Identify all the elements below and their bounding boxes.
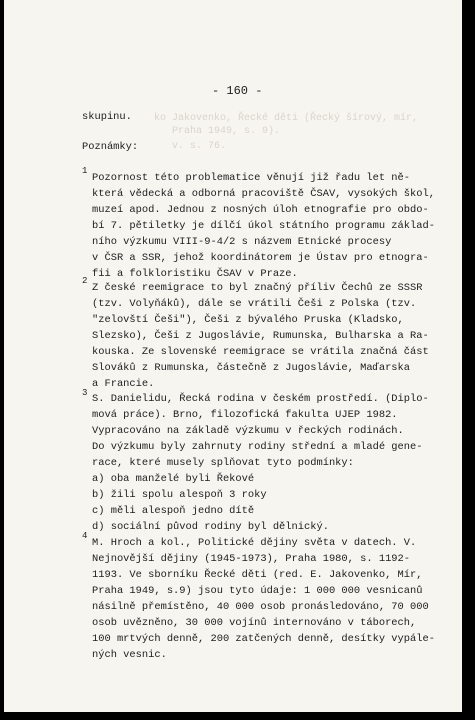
page-number: - 160 - (212, 84, 263, 98)
footnote-line: b) žili spolu alespoň 3 roky (92, 489, 267, 501)
footnote-line: d) sociální původ rodiny byl dělnický. (92, 521, 329, 533)
opening-word: skupinu. (82, 111, 132, 123)
footnote-line: kouska. Ze slovenské reemigrace se vrátila značná část (92, 346, 429, 358)
footnote-line: Vypracováno na základě výzkumu v řeckých rodinách. (92, 425, 404, 437)
footnote-line: která vědecká a odborná pracoviště ČSAV, vysokých škol, (92, 188, 435, 200)
footnote-line: fii a folkloristiku ČSAV v Praze. (92, 268, 298, 280)
footnote-line: násilně přemístěno, 40 000 osob pronásledováno, 70 000 (92, 601, 429, 613)
footnote-line: ných vesnic. (92, 649, 167, 661)
footnote-line: Pozornost této problematice věnují již řadu let ně- (92, 172, 411, 184)
footnote-line: mová práce). Brno, filozofická fakulta UJEP 1982. (92, 409, 398, 421)
footnote-line: M. Hroch a kol., Politické dějiny světa v datech. V. (92, 537, 417, 549)
notes-heading: Poznámky: (82, 141, 139, 153)
footnote-line: ního výzkumu VIII-9-4/2 s názvem Etnické procesy (92, 236, 392, 248)
footnote-line: Do výzkumu byly zahrnuty rodiny střední a mladé gene- (92, 441, 423, 453)
footnote-marker: 3 (82, 388, 88, 398)
footnote-line: S. Danielidu, Řecká rodina v českém prostředí. (Diplo- (92, 393, 429, 405)
footnote-marker: 4 (82, 531, 88, 541)
footnote-line: Nejnovější dějiny (1945-1973), Praha 1980, s. 1192- (92, 553, 411, 565)
footnote-line: Slezsko), Češi z Jugoslávie, Rumunska, Bulharska a Ra- (92, 330, 429, 342)
footnote-line: "zelovští Češi"), Češi z bývalého Pruska (Kladsko, (92, 314, 404, 326)
footnote-marker: 2 (82, 276, 88, 286)
footnote-line: a) oba manželé byli Řekové (92, 473, 255, 485)
footnote-line: 100 mrtvých denně, 200 zatčených denně, desítky vypále- (92, 633, 435, 645)
footnote-marker: 1 (82, 166, 88, 176)
footnote-line: c) měli alespoň jedno dítě (92, 505, 255, 517)
footnote-line: 1193. Ve sborníku Řecké děti (red. E. Jakovenko, Mír, (92, 569, 423, 581)
footnote-line: osob uvězněno, 30 000 vojínů internováno v táborech, (92, 617, 417, 629)
scan-border (462, 0, 475, 720)
footnote-line: race, které musely splňovat tyto podmínky: (92, 457, 354, 469)
footnote-line: (tzv. Volyňáků), dále se vrátili Češi z Polska (tzv. (92, 298, 417, 310)
document-page (4, 0, 462, 712)
footnote-line: muzeí apod. Jednou z nosných úloh etnografie pro obdo- (92, 204, 429, 216)
footnote-line: Slováků z Rumunska, částečně z Jugoslávie, Maďarska (92, 362, 411, 374)
footnote-line: Praha 1949, s.9) jsou tyto údaje: 1 000 000 vesnicanů (92, 585, 423, 597)
bleed-through-text: v. s. 76. (172, 141, 227, 152)
footnote-line: a Francie. (92, 378, 155, 390)
bleed-through-text: ko Jakovenko, Řecké děti (Řecký šírový, mír, (154, 113, 419, 124)
footnote-line: v ČSR a SSR, jehož koordinátorem je Ústav pro etnogra- (92, 252, 429, 264)
bleed-through-text: Praha 1949, s. 9). (172, 126, 281, 137)
footnote-line: bí 7. pětiletky je dílčí úkol státního programu základ- (92, 220, 435, 232)
footnote-line: Z české reemigrace to byl značný příliv Čechů ze SSSR (92, 282, 423, 294)
